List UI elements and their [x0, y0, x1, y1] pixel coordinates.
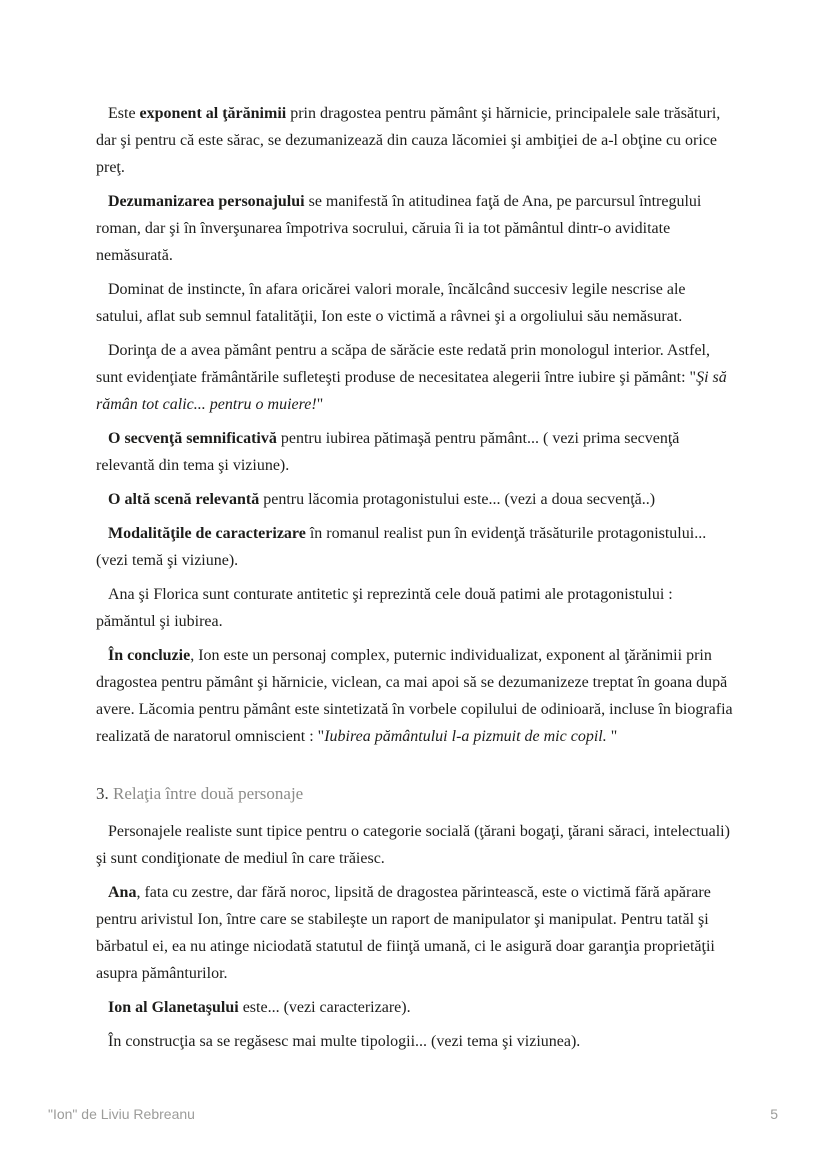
- paragraph: [96, 337, 736, 418]
- text-run: , Ion este un personaj complex, puternic individualizat, exponent al ţărănimii prin dragostea pentru pământ şi hărnicie, viclean, ca mai apoi să se dezumanizeze treptat în goana după avere. Lăcomia pentru pământ este sintetizată în vorbele copilului de odinioară, incluse în biografia realizată de naratorul omniscient : ": [96, 647, 733, 745]
- paragraph: [96, 642, 736, 750]
- text-run: prin dragostea pentru pământ şi hărnicie, principalele sale trăsături, dar şi pentru că este sărac, se dezumanizează din cauza lăcomiei şi ambiţiei de a-l obţine cu orice preţ.: [96, 105, 721, 176]
- text-run: O altă scenă relevantă: [108, 491, 260, 508]
- paragraph: [96, 994, 736, 1021]
- paragraph: [96, 879, 736, 987]
- text-run: ": [610, 728, 618, 745]
- text-run: Ion al Glanetaşului: [108, 999, 239, 1016]
- text-run: pentru lăcomia protagonistului este... (vezi a doua secvenţă..): [259, 491, 656, 508]
- text-run: Şi să rămân tot calic... pentru o muiere!: [96, 369, 727, 413]
- document-content: [96, 100, 736, 1062]
- section-title: Relaţia între două personaje: [113, 784, 304, 803]
- paragraph: [96, 188, 736, 269]
- text-run: se manifestă în atitudinea faţă de Ana, pe parcursul întregului roman, dar şi în înverşunarea împotriva socrului, căruia îi ia tot pământul dintr-o aviditate nemăsurată.: [96, 193, 702, 264]
- text-run: ": [316, 396, 324, 413]
- footer-document-title: "Ion" de Liviu Rebreanu: [48, 1106, 195, 1122]
- text-run: Modalităţile de caracterizare: [108, 525, 306, 542]
- section-heading: [96, 781, 736, 807]
- text-run: Iubirea pământului l-a pizmuit de mic copil.: [324, 728, 611, 745]
- section-number: 3.: [96, 784, 113, 803]
- paragraph: [96, 818, 736, 872]
- paragraph: [96, 581, 736, 635]
- text-run: Dezumanizarea personajului: [108, 193, 305, 210]
- paragraph: [96, 276, 736, 330]
- page-footer: [48, 1106, 778, 1122]
- text-run: În construcţia sa se regăsesc mai multe tipologii... (vezi tema şi viziunea).: [108, 1033, 581, 1050]
- text-run: Ana: [108, 884, 137, 901]
- text-run: pentru iubirea pătimaşă pentru pământ... ( vezi prima secvenţă relevantă din tema şi viziune).: [96, 430, 680, 474]
- text-run: exponent al ţărănimii: [139, 105, 287, 122]
- text-run: Personajele realiste sunt tipice pentru o categorie socială (ţărani bogaţi, ţărani săraci, intelectuali) şi sunt condiţionate de mediul în care trăiesc.: [96, 823, 730, 867]
- text-run: este... (vezi caracterizare).: [238, 999, 411, 1016]
- footer-page-number: 5: [770, 1106, 778, 1122]
- text-run: Ana şi Florica sunt conturate antitetic şi reprezintă cele două patimi ale protagonistului : pămăntul şi iubirea.: [96, 586, 673, 630]
- text-run: Dorinţa de a avea pământ pentru a scăpa de sărăcie este redată prin monologul interior. Astfel, sunt evidenţiate frământările sufleteşti produse de necesitatea alegerii între iubire şi pământ: ": [96, 342, 710, 386]
- text-run: O secvenţă semnificativă: [108, 430, 277, 447]
- text-run: , fata cu zestre, dar fără noroc, lipsită de dragostea părintească, este o victimă fără apărare pentru arivistul Ion, între care se stabileşte un raport de manipulator şi manipulat. Pentru tatăl şi bărbatul ei, ea nu atinge niciodată statutul de fiinţă umană, ci le asigură doar garanţia proprietăţii asupra pământurilor.: [96, 884, 715, 982]
- text-run: Dominat de instincte, în afara oricărei valori morale, încălcând succesiv legile nescrise ale satului, aflat sub semnul fatalităţii, Ion este o victimă a râvnei şi a orgoliului său nemăsurat.: [96, 281, 686, 325]
- paragraph: [96, 520, 736, 574]
- paragraph: [96, 425, 736, 479]
- paragraph: [96, 1028, 736, 1055]
- text-run: Este: [108, 105, 140, 122]
- text-run: în romanul realist pun în evidenţă trăsăturile protagonistului... (vezi temă şi viziune).: [96, 525, 707, 569]
- text-run: În concluzie: [108, 647, 191, 664]
- paragraph: [96, 486, 736, 513]
- paragraph: [96, 100, 736, 181]
